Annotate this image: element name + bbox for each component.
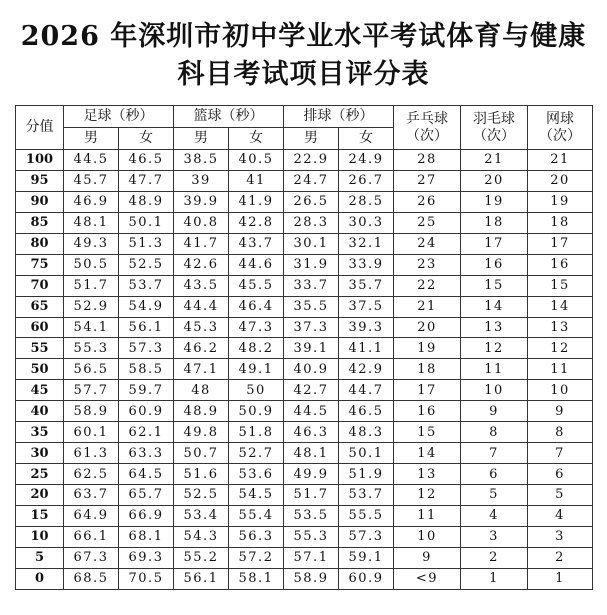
cell-basketball-male: 42.6 (174, 254, 229, 275)
cell-pingpong: 21 (394, 296, 461, 317)
cell-badminton: 19 (461, 191, 528, 212)
cell-football-female: 66.9 (119, 505, 174, 526)
cell-volleyball-female: 33.9 (339, 254, 394, 275)
cell-badminton: 20 (461, 170, 528, 191)
cell-badminton: 16 (461, 254, 528, 275)
cell-football-male: 64.9 (64, 505, 119, 526)
table-row (16, 443, 593, 464)
cell-volleyball-male: 39.1 (284, 338, 339, 359)
cell-football-female: 70.5 (119, 568, 174, 589)
header-basketball-female: 女 (229, 128, 284, 150)
table-row (16, 296, 593, 317)
cell-tennis: 14 (528, 296, 593, 317)
cell-pingpong: 27 (394, 170, 461, 191)
cell-volleyball-male: 28.3 (284, 212, 339, 233)
cell-volleyball-male: 51.7 (284, 485, 339, 506)
cell-badminton: 21 (461, 150, 528, 171)
cell-score: 20 (16, 485, 64, 506)
cell-score: 95 (16, 170, 64, 191)
table-body (16, 150, 593, 590)
table-row (16, 422, 593, 443)
cell-basketball-female: 44.6 (229, 254, 284, 275)
cell-score: 65 (16, 296, 64, 317)
cell-score: 25 (16, 464, 64, 485)
cell-volleyball-male: 57.1 (284, 547, 339, 568)
cell-score: 5 (16, 547, 64, 568)
cell-volleyball-male: 46.3 (284, 422, 339, 443)
cell-volleyball-male: 26.5 (284, 191, 339, 212)
header-football: 足球（秒） (64, 106, 174, 128)
cell-football-female: 64.5 (119, 464, 174, 485)
cell-volleyball-female: 26.7 (339, 170, 394, 191)
cell-pingpong: 13 (394, 464, 461, 485)
cell-football-male: 58.9 (64, 401, 119, 422)
cell-basketball-male: 39.9 (174, 191, 229, 212)
cell-badminton: 12 (461, 338, 528, 359)
cell-volleyball-female: 57.3 (339, 526, 394, 547)
cell-volleyball-female: 24.9 (339, 150, 394, 171)
cell-basketball-male: 48 (174, 380, 229, 401)
cell-pingpong: 9 (394, 547, 461, 568)
cell-volleyball-male: 49.9 (284, 464, 339, 485)
cell-pingpong: 11 (394, 505, 461, 526)
cell-volleyball-male: 30.1 (284, 233, 339, 254)
cell-volleyball-female: 44.7 (339, 380, 394, 401)
cell-football-male: 56.5 (64, 359, 119, 380)
header-pingpong-unit: （次） (406, 127, 448, 144)
cell-score: 35 (16, 422, 64, 443)
cell-badminton: 17 (461, 233, 528, 254)
score-table (15, 105, 593, 590)
cell-tennis: 10 (528, 380, 593, 401)
table-row (16, 485, 593, 506)
cell-volleyball-female: 39.3 (339, 317, 394, 338)
cell-basketball-male: 39 (174, 170, 229, 191)
table-row (16, 317, 593, 338)
cell-score: 100 (16, 150, 64, 171)
cell-score: 40 (16, 401, 64, 422)
table-row (16, 547, 593, 568)
cell-tennis: 13 (528, 317, 593, 338)
cell-tennis: 19 (528, 191, 593, 212)
header-volleyball-male: 男 (284, 128, 339, 150)
cell-badminton: 11 (461, 359, 528, 380)
cell-football-female: 48.9 (119, 191, 174, 212)
cell-football-female: 65.7 (119, 485, 174, 506)
cell-volleyball-female: 28.5 (339, 191, 394, 212)
cell-score: 15 (16, 505, 64, 526)
cell-volleyball-female: 53.7 (339, 485, 394, 506)
cell-score: 90 (16, 191, 64, 212)
cell-score: 85 (16, 212, 64, 233)
cell-pingpong: 23 (394, 254, 461, 275)
cell-pingpong: 28 (394, 150, 461, 171)
cell-basketball-male: 52.5 (174, 485, 229, 506)
cell-volleyball-male: 48.1 (284, 443, 339, 464)
cell-tennis: 3 (528, 526, 593, 547)
cell-volleyball-female: 30.3 (339, 212, 394, 233)
cell-score: 75 (16, 254, 64, 275)
cell-volleyball-male: 55.3 (284, 526, 339, 547)
cell-badminton: 9 (461, 401, 528, 422)
cell-score: 60 (16, 317, 64, 338)
cell-football-female: 51.3 (119, 233, 174, 254)
cell-volleyball-male: 37.3 (284, 317, 339, 338)
cell-pingpong: 12 (394, 485, 461, 506)
cell-volleyball-male: 40.9 (284, 359, 339, 380)
cell-pingpong: 24 (394, 233, 461, 254)
cell-football-male: 44.5 (64, 150, 119, 171)
cell-football-male: 67.3 (64, 547, 119, 568)
cell-tennis: 15 (528, 275, 593, 296)
table-row (16, 212, 593, 233)
cell-badminton: 3 (461, 526, 528, 547)
cell-football-male: 46.9 (64, 191, 119, 212)
cell-volleyball-female: 46.5 (339, 401, 394, 422)
cell-basketball-male: 56.1 (174, 568, 229, 589)
header-football-male: 男 (64, 128, 119, 150)
cell-basketball-male: 44.4 (174, 296, 229, 317)
cell-tennis: 6 (528, 464, 593, 485)
cell-football-female: 58.5 (119, 359, 174, 380)
header-pingpong-name: 乒乓球 (406, 110, 448, 127)
cell-basketball-female: 45.5 (229, 275, 284, 296)
cell-football-female: 57.3 (119, 338, 174, 359)
cell-volleyball-female: 59.1 (339, 547, 394, 568)
cell-badminton: 6 (461, 464, 528, 485)
cell-football-female: 63.3 (119, 443, 174, 464)
cell-volleyball-male: 31.9 (284, 254, 339, 275)
cell-badminton: 5 (461, 485, 528, 506)
cell-tennis: 1 (528, 568, 593, 589)
table-row (16, 380, 593, 401)
cell-volleyball-female: 32.1 (339, 233, 394, 254)
header-basketball: 篮球（秒） (174, 106, 284, 128)
cell-basketball-female: 54.5 (229, 485, 284, 506)
cell-football-female: 56.1 (119, 317, 174, 338)
cell-basketball-male: 40.8 (174, 212, 229, 233)
title-line-1: 2026 年深圳市初中学业水平考试体育与健康 (20, 21, 587, 52)
cell-basketball-male: 41.7 (174, 233, 229, 254)
title-line-2: 科目考试项目评分表 (177, 59, 430, 90)
cell-football-female: 60.9 (119, 401, 174, 422)
cell-basketball-female: 43.7 (229, 233, 284, 254)
cell-score: 30 (16, 443, 64, 464)
cell-football-male: 63.7 (64, 485, 119, 506)
table-row (16, 526, 593, 547)
cell-pingpong: 15 (394, 422, 461, 443)
cell-basketball-male: 55.2 (174, 547, 229, 568)
cell-basketball-female: 58.1 (229, 568, 284, 589)
cell-tennis: 18 (528, 212, 593, 233)
header-football-female: 女 (119, 128, 174, 150)
table-row (16, 233, 593, 254)
table-row (16, 170, 593, 191)
cell-football-female: 54.9 (119, 296, 174, 317)
cell-volleyball-male: 42.7 (284, 380, 339, 401)
cell-volleyball-male: 58.9 (284, 568, 339, 589)
cell-basketball-female: 41 (229, 170, 284, 191)
cell-score: 50 (16, 359, 64, 380)
cell-volleyball-male: 33.7 (284, 275, 339, 296)
cell-basketball-male: 43.5 (174, 275, 229, 296)
cell-basketball-male: 54.3 (174, 526, 229, 547)
cell-basketball-male: 38.5 (174, 150, 229, 171)
cell-pingpong: 19 (394, 338, 461, 359)
table-row (16, 254, 593, 275)
cell-basketball-male: 48.9 (174, 401, 229, 422)
cell-badminton: 4 (461, 505, 528, 526)
table-row (16, 568, 593, 589)
table-row (16, 505, 593, 526)
cell-football-female: 50.1 (119, 212, 174, 233)
cell-basketball-female: 57.2 (229, 547, 284, 568)
table-row (16, 401, 593, 422)
cell-pingpong: 16 (394, 401, 461, 422)
cell-badminton: 18 (461, 212, 528, 233)
cell-tennis: 12 (528, 338, 593, 359)
cell-volleyball-female: 35.7 (339, 275, 394, 296)
cell-basketball-female: 41.9 (229, 191, 284, 212)
cell-basketball-male: 46.2 (174, 338, 229, 359)
cell-volleyball-male: 44.5 (284, 401, 339, 422)
header-badminton-name: 羽毛球 (473, 110, 515, 127)
cell-score: 55 (16, 338, 64, 359)
cell-football-male: 66.1 (64, 526, 119, 547)
cell-tennis: 8 (528, 422, 593, 443)
cell-volleyball-female: 37.5 (339, 296, 394, 317)
cell-badminton: 8 (461, 422, 528, 443)
cell-football-male: 61.3 (64, 443, 119, 464)
cell-basketball-female: 55.4 (229, 505, 284, 526)
cell-volleyball-female: 60.9 (339, 568, 394, 589)
cell-football-female: 46.5 (119, 150, 174, 171)
cell-pingpong: <9 (394, 568, 461, 589)
table-row (16, 338, 593, 359)
cell-basketball-female: 53.6 (229, 464, 284, 485)
header-volleyball-female: 女 (339, 128, 394, 150)
cell-football-male: 55.3 (64, 338, 119, 359)
cell-basketball-female: 42.8 (229, 212, 284, 233)
header-score: 分值 (16, 106, 64, 150)
cell-score: 10 (16, 526, 64, 547)
cell-tennis: 9 (528, 401, 593, 422)
cell-football-male: 45.7 (64, 170, 119, 191)
header-tennis-unit: （次） (539, 127, 581, 144)
table-row (16, 359, 593, 380)
header-tennis (528, 106, 593, 150)
cell-football-male: 60.1 (64, 422, 119, 443)
cell-basketball-male: 50.7 (174, 443, 229, 464)
cell-basketball-female: 48.2 (229, 338, 284, 359)
cell-tennis: 21 (528, 150, 593, 171)
table-row (16, 191, 593, 212)
cell-badminton: 2 (461, 547, 528, 568)
cell-badminton: 14 (461, 296, 528, 317)
cell-tennis: 7 (528, 443, 593, 464)
cell-basketball-female: 51.8 (229, 422, 284, 443)
cell-pingpong: 18 (394, 359, 461, 380)
cell-pingpong: 10 (394, 526, 461, 547)
cell-tennis: 20 (528, 170, 593, 191)
cell-volleyball-female: 42.9 (339, 359, 394, 380)
cell-basketball-female: 50 (229, 380, 284, 401)
cell-basketball-female: 49.1 (229, 359, 284, 380)
header-tennis-name: 网球 (546, 110, 574, 127)
cell-tennis: 4 (528, 505, 593, 526)
cell-basketball-female: 46.4 (229, 296, 284, 317)
cell-tennis: 16 (528, 254, 593, 275)
cell-basketball-female: 50.9 (229, 401, 284, 422)
cell-pingpong: 22 (394, 275, 461, 296)
cell-volleyball-male: 35.5 (284, 296, 339, 317)
header-badminton-unit: （次） (473, 127, 515, 144)
cell-pingpong: 17 (394, 380, 461, 401)
cell-volleyball-female: 51.9 (339, 464, 394, 485)
cell-football-male: 50.5 (64, 254, 119, 275)
cell-volleyball-male: 22.9 (284, 150, 339, 171)
cell-football-male: 48.1 (64, 212, 119, 233)
cell-badminton: 1 (461, 568, 528, 589)
cell-basketball-female: 47.3 (229, 317, 284, 338)
cell-football-male: 49.3 (64, 233, 119, 254)
cell-pingpong: 25 (394, 212, 461, 233)
cell-football-female: 62.1 (119, 422, 174, 443)
cell-tennis: 11 (528, 359, 593, 380)
cell-pingpong: 20 (394, 317, 461, 338)
cell-badminton: 7 (461, 443, 528, 464)
cell-tennis: 5 (528, 485, 593, 506)
cell-football-male: 68.5 (64, 568, 119, 589)
cell-pingpong: 26 (394, 191, 461, 212)
cell-volleyball-male: 24.7 (284, 170, 339, 191)
cell-basketball-male: 53.4 (174, 505, 229, 526)
cell-football-female: 53.7 (119, 275, 174, 296)
header-basketball-male: 男 (174, 128, 229, 150)
cell-score: 0 (16, 568, 64, 589)
cell-basketball-female: 52.7 (229, 443, 284, 464)
cell-pingpong: 14 (394, 443, 461, 464)
cell-score: 45 (16, 380, 64, 401)
cell-football-male: 52.9 (64, 296, 119, 317)
cell-badminton: 13 (461, 317, 528, 338)
cell-volleyball-female: 55.5 (339, 505, 394, 526)
cell-football-male: 54.1 (64, 317, 119, 338)
cell-volleyball-female: 41.1 (339, 338, 394, 359)
header-pingpong (394, 106, 461, 150)
cell-volleyball-female: 50.1 (339, 443, 394, 464)
table-row (16, 150, 593, 171)
cell-football-male: 51.7 (64, 275, 119, 296)
header-volleyball: 排球（秒） (284, 106, 394, 128)
cell-basketball-female: 40.5 (229, 150, 284, 171)
cell-basketball-male: 45.3 (174, 317, 229, 338)
cell-football-female: 68.1 (119, 526, 174, 547)
cell-basketball-male: 49.8 (174, 422, 229, 443)
cell-score: 70 (16, 275, 64, 296)
cell-score: 80 (16, 233, 64, 254)
cell-volleyball-female: 48.3 (339, 422, 394, 443)
cell-basketball-male: 47.1 (174, 359, 229, 380)
cell-football-female: 59.7 (119, 380, 174, 401)
cell-tennis: 2 (528, 547, 593, 568)
table-row (16, 275, 593, 296)
cell-badminton: 15 (461, 275, 528, 296)
cell-football-male: 62.5 (64, 464, 119, 485)
cell-basketball-male: 51.6 (174, 464, 229, 485)
cell-football-female: 69.3 (119, 547, 174, 568)
cell-basketball-female: 56.3 (229, 526, 284, 547)
cell-tennis: 17 (528, 233, 593, 254)
cell-football-male: 57.7 (64, 380, 119, 401)
cell-badminton: 10 (461, 380, 528, 401)
header-badminton (461, 106, 528, 150)
cell-volleyball-male: 53.5 (284, 505, 339, 526)
cell-football-female: 47.7 (119, 170, 174, 191)
table-row (16, 464, 593, 485)
cell-football-female: 52.5 (119, 254, 174, 275)
